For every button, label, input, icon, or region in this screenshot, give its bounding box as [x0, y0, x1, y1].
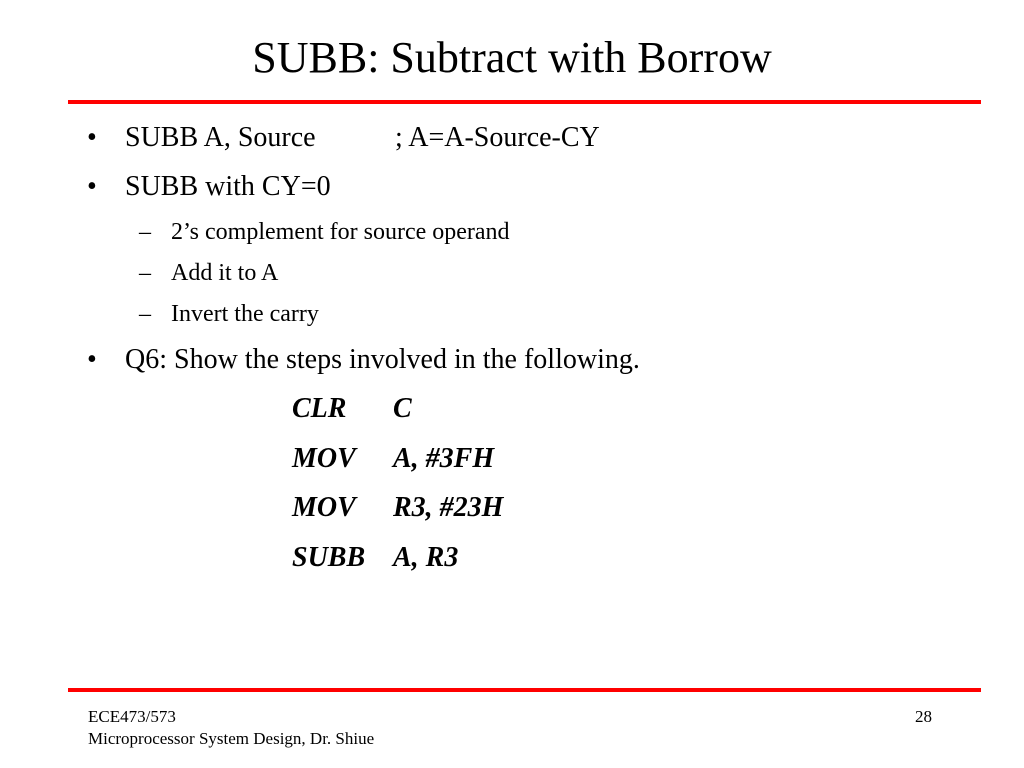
- page-number: 28: [915, 707, 932, 726]
- code-operand: A, #3FH: [393, 443, 495, 474]
- code-operand: C: [393, 393, 412, 424]
- bullet-icon: •: [87, 171, 97, 202]
- sub-bullet-text: Add it to A: [171, 260, 279, 286]
- dash-icon: –: [139, 301, 151, 327]
- bullet-text: Q6: Show the steps involved in the following.: [125, 344, 640, 375]
- footer-course-title: Microprocessor System Design, Dr. Shiue: [88, 729, 375, 748]
- code-opcode: MOV: [292, 443, 356, 474]
- footer-course: ECE473/573: [88, 707, 176, 726]
- bullet-icon: •: [87, 122, 97, 153]
- code-opcode: SUBB: [292, 542, 366, 573]
- footer-divider: [68, 688, 981, 692]
- slide-title: SUBB: Subtract with Borrow: [252, 33, 772, 82]
- footer-course-info: [88, 706, 374, 750]
- sub-bullet-text: 2’s complement for source operand: [171, 219, 510, 245]
- bullet-text: SUBB with CY=0: [125, 171, 331, 202]
- dash-icon: –: [139, 219, 151, 245]
- title-divider: [68, 100, 981, 104]
- code-operand: R3, #23H: [393, 492, 504, 523]
- bullet-text: SUBB A, Source: [125, 122, 316, 153]
- bullet-comment: ; A=A-Source-CY: [395, 122, 600, 153]
- bullet-icon: •: [87, 344, 97, 375]
- code-opcode: MOV: [292, 492, 356, 523]
- code-operand: A, R3: [393, 542, 459, 573]
- sub-bullet-text: Invert the carry: [171, 301, 319, 327]
- code-opcode: CLR: [292, 393, 347, 424]
- dash-icon: –: [139, 260, 151, 286]
